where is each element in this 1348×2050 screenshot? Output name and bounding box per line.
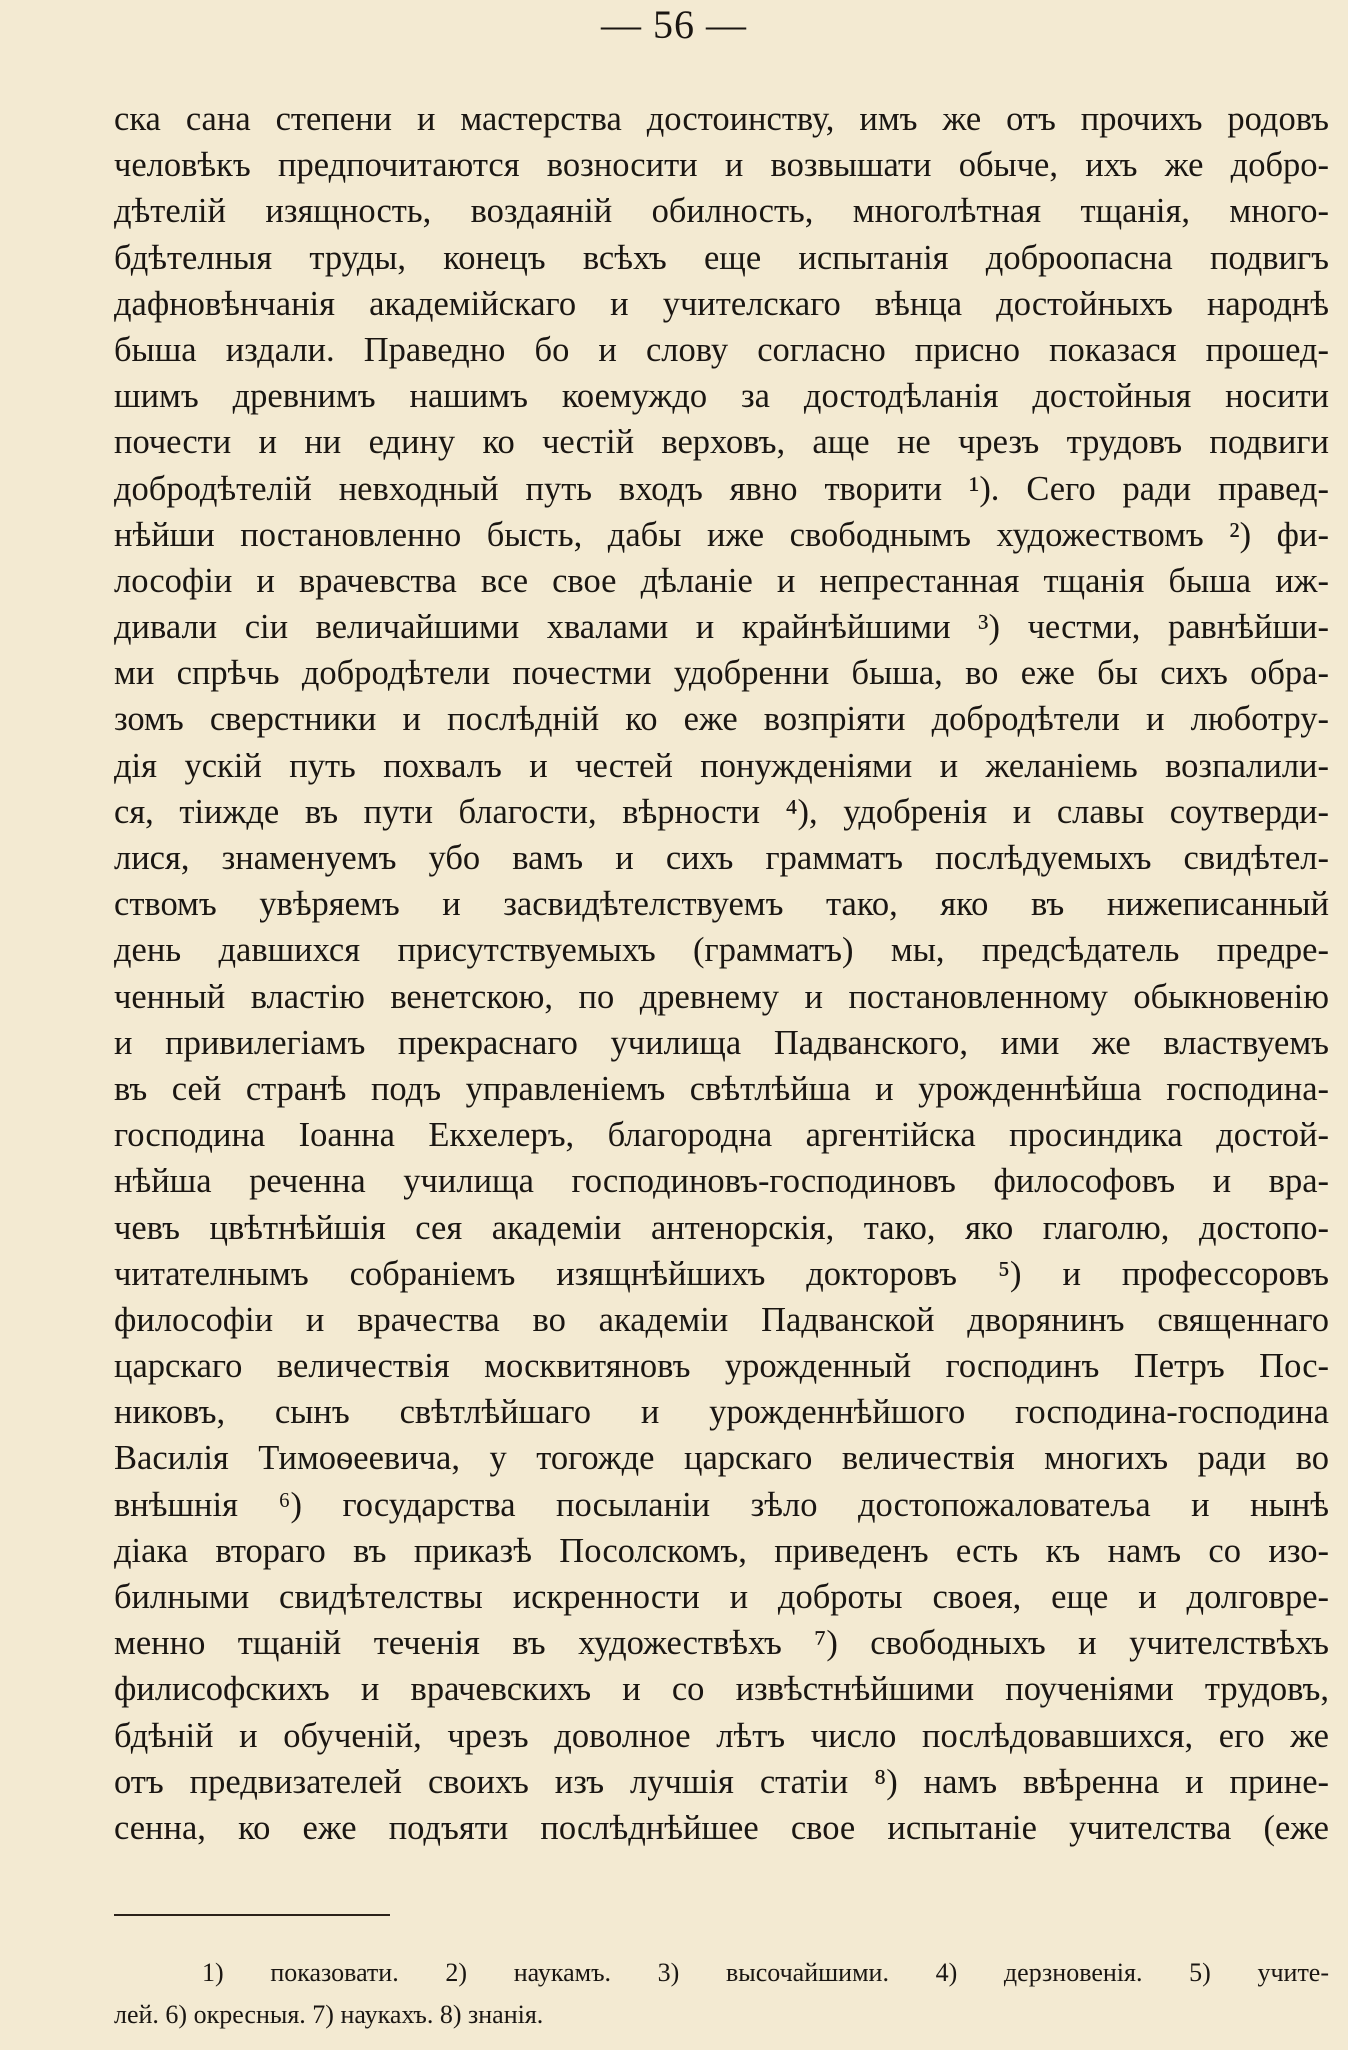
footnote-line: лей. 6) окресныя. 7) наукахъ. 8) знанія. bbox=[114, 2000, 544, 2029]
body-line: ска сана степени и мастерства достоинству, имъ же отъ прочихъ родовъ bbox=[114, 100, 1329, 138]
body-line: нѣйша реченна училища господиновъ-господиновъ философовъ и вра- bbox=[114, 1162, 1329, 1201]
body-line: чевъ цвѣтнѣйшія сея академіи антенорскія, тако, яко глаголю, достопо- bbox=[114, 1208, 1329, 1247]
body-line: быша издали. Праведно бо и слову согласно присно показася прошед- bbox=[114, 330, 1329, 369]
body-line: человѣкъ предпочитаются возносити и возвышати обыче, ихъ же добро- bbox=[114, 146, 1329, 185]
body-line: читателнымъ собраніемъ изящнѣйшихъ докторовъ ⁵) и профессоровъ bbox=[114, 1254, 1329, 1293]
body-line: Василія Тимоѳеевича, у тогожде царскаго величествія многихъ ради во bbox=[114, 1439, 1329, 1478]
body-line: лися, знаменуемъ убо вамъ и сихъ грамматъ послѣдуемыхъ свидѣтел- bbox=[114, 839, 1329, 877]
body-text bbox=[114, 96, 1329, 1851]
footnote-line: 1) показовати. 2) наукамъ. 3) высочайшими. 4) дерзновенія. 5) учите- bbox=[202, 1958, 1329, 1987]
body-line: ствомъ увѣряемъ и засвидѣтелствуемъ тако, яко въ нижеписанный bbox=[114, 885, 1329, 924]
body-line: діака втораго въ приказѣ Посолскомъ, приведенъ есть къ намъ со изо- bbox=[114, 1531, 1329, 1570]
body-line: день давшихся присутствуемыхъ (грамматъ) мы, предсѣдатель предре- bbox=[114, 931, 1329, 970]
page-number: — 56 — bbox=[601, 2, 747, 47]
body-line: бдѣній и обученій, чрезъ доволное лѣтъ число послѣдовавшихся, его же bbox=[114, 1716, 1329, 1755]
body-line: сенна, ко еже подъяти послѣднѣйшее свое испытаніе учителства (еже bbox=[114, 1808, 1329, 1847]
body-line: лософіи и врачевства все свое дѣланіе и непрестанная тщанія быша иж- bbox=[114, 561, 1329, 600]
body-line: бдѣтелныя труды, конецъ всѣхъ еще испытанія доброопасна подвигъ bbox=[114, 238, 1329, 277]
body-line: добродѣтелій невходный путь входъ явно творити ¹). Сего ради правед- bbox=[114, 469, 1329, 508]
body-line: дафновѣнчанія академійскаго и учителскаго вѣнца достойныхъ народнѣ bbox=[114, 284, 1329, 323]
body-line: никовъ, сынъ свѣтлѣйшаго и урожденнѣйшого господина-господина bbox=[114, 1393, 1329, 1432]
body-line: нѣйши постановленно бысть, дабы иже свободнымъ художествомъ ²) фи- bbox=[114, 515, 1329, 554]
body-line: дѣтелій изящность, воздаяній обилность, многолѣтная тщанія, много- bbox=[114, 192, 1329, 231]
body-line: и привилегіамъ прекраснаго училища Падванского, ими же властвуемъ bbox=[114, 1023, 1329, 1062]
body-line: господина Іоанна Екхелеръ, благородна аргентійска просиндика достой- bbox=[114, 1116, 1329, 1155]
footnote-divider bbox=[114, 1914, 390, 1916]
body-line: философіи и врачества во академіи Падванской дворянинъ священнаго bbox=[114, 1300, 1329, 1339]
body-line: царскаго величествія москвитяновъ урожденный господинъ Петръ Пос- bbox=[114, 1347, 1329, 1386]
body-line: билными свидѣтелствы искренности и доброты своея, еще и долговре- bbox=[114, 1578, 1329, 1616]
body-line: почести и ни едину ко честій верховъ, аще не чрезъ трудовъ подвиги bbox=[114, 423, 1329, 462]
footnotes bbox=[114, 1952, 1329, 2036]
body-line: ся, тіижде въ пути благости, вѣрности ⁴), удобренія и славы соутверди- bbox=[114, 792, 1329, 831]
body-line: шимъ древнимъ нашимъ коемуждо за достодѣланія достойныя носити bbox=[114, 377, 1329, 416]
body-line: въ сей странѣ подъ управленіемъ свѣтлѣйша и урожденнѣйша господина- bbox=[114, 1069, 1329, 1108]
body-line: филисофскихъ и врачевскихъ и со извѣстнѣйшими поученіями трудовъ, bbox=[114, 1670, 1329, 1709]
body-line: ми спрѣчь добродѣтели почестми удобренни быша, во еже бы сихъ обра- bbox=[114, 654, 1329, 693]
body-line: дивали сіи величайшими хвалами и крайнѣйшими ³) честми, равнѣйши- bbox=[114, 608, 1329, 647]
body-line: зомъ сверстники и послѣдній ко еже возпріяти добродѣтели и люботру- bbox=[114, 700, 1329, 739]
body-line: ченный властію венетскою, по древнему и постановленному обыкновенію bbox=[114, 977, 1329, 1016]
body-line: отъ предвизателей своихъ изъ лучшія статіи ⁸) намъ ввѣренна и прине- bbox=[114, 1762, 1329, 1801]
body-line: менно тщаній теченія въ художествѣхъ ⁷) свободныхъ и учителствѣхъ bbox=[114, 1624, 1329, 1663]
body-line: дія ускій путь похвалъ и честей понужденіями и желаніемь возпалили- bbox=[114, 746, 1329, 785]
body-line: внѣшнія ⁶) государства посыланіи зѣло достопожаловатеља и нынѣ bbox=[114, 1485, 1329, 1524]
